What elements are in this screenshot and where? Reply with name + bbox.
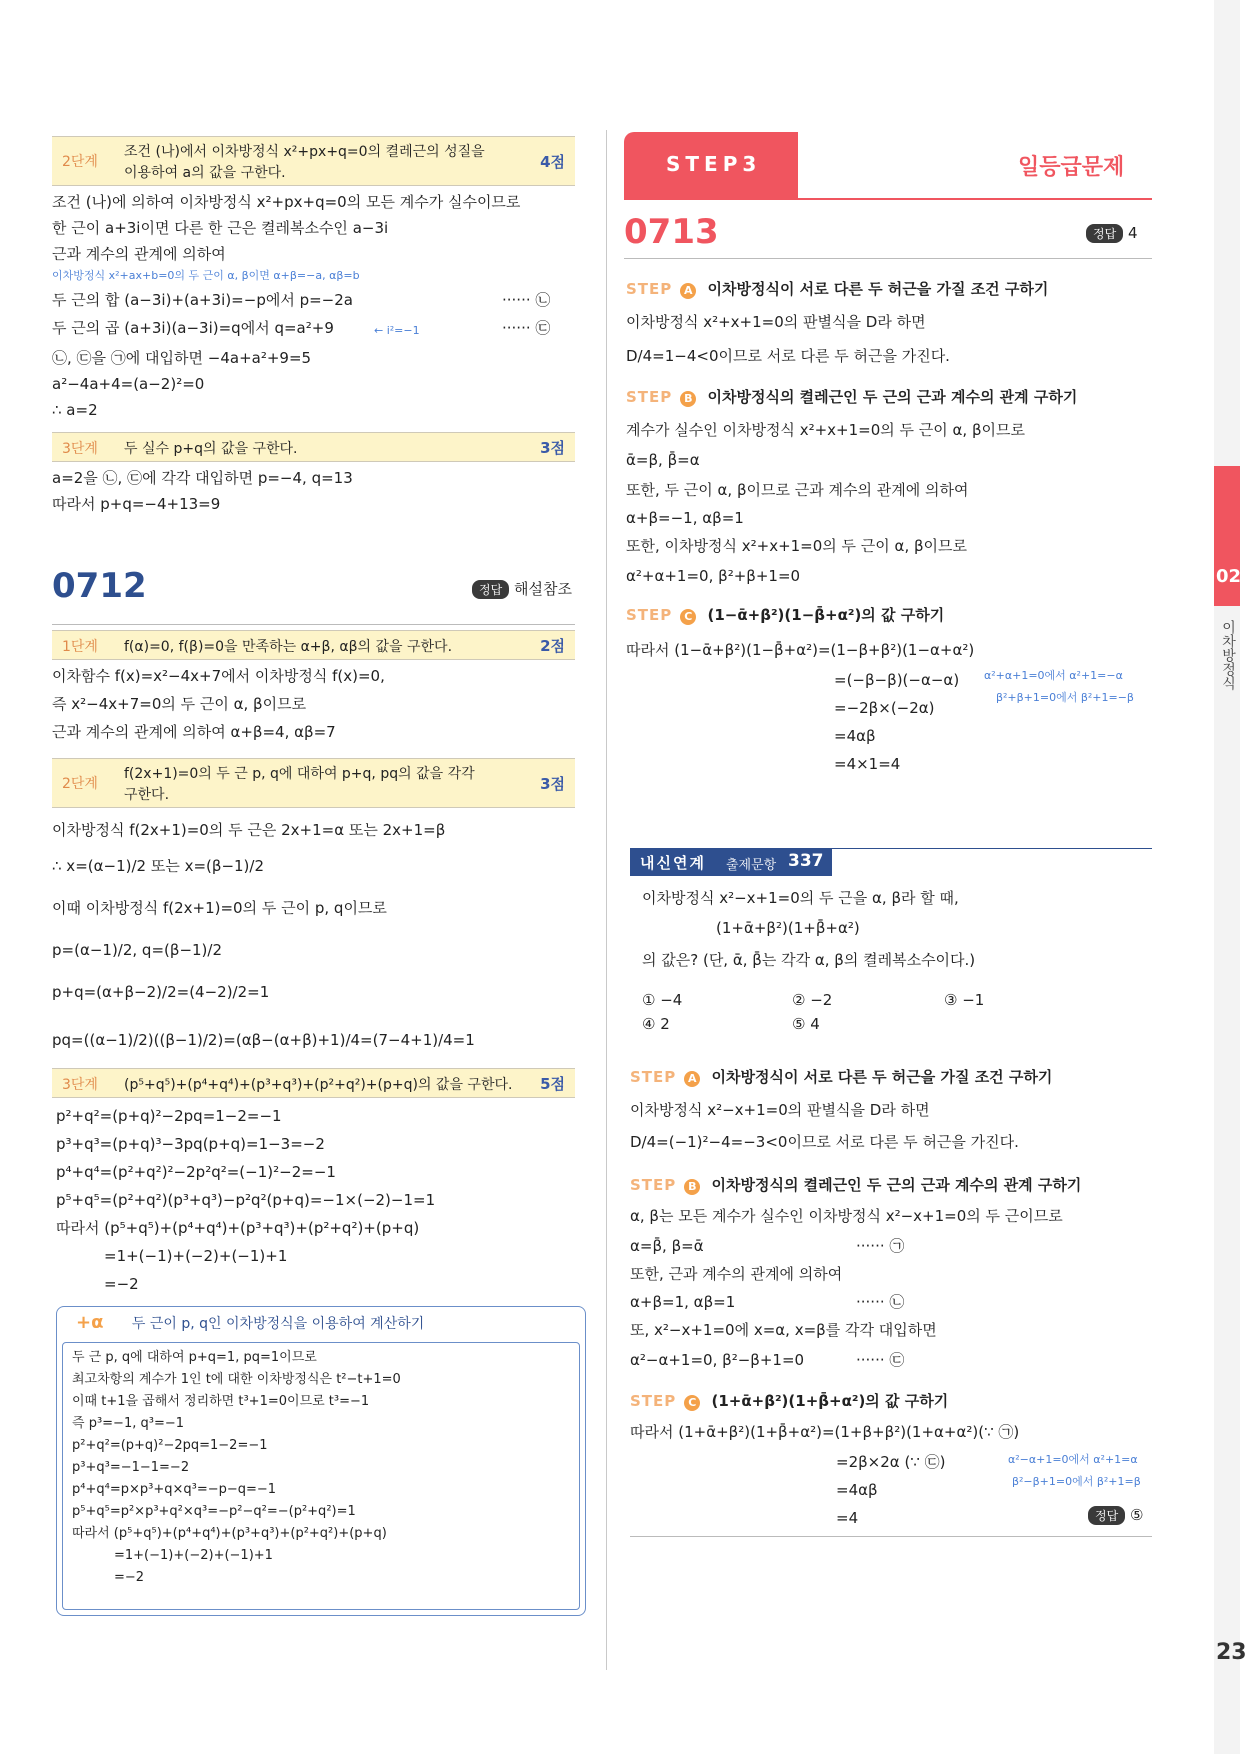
answer-badge: 정답 <box>1086 224 1123 243</box>
step-label: 3단계 <box>62 441 98 457</box>
section-title: 일등급문제 <box>1018 155 1125 180</box>
text-line: 이때 이차방정식 f(2x+1)=0의 두 근이 p, q이므로 <box>52 899 387 917</box>
text-line: 즉 x²−4x+7=0의 두 근이 α, β이므로 <box>52 695 307 713</box>
text-line: 두 근의 합 (a−3i)+(a+3i)=−p에서 p=−2a <box>52 291 353 309</box>
answer-badge: 정답 <box>472 580 509 599</box>
step-label: 2단계 <box>62 776 98 792</box>
text-line: 따라서 p+q=−4+13=9 <box>52 495 221 513</box>
step-a-heading <box>626 278 1048 299</box>
text-line: p²+q²=(p+q)²−2pq=1−2=−1 <box>56 1107 282 1125</box>
step-text: f(α)=0, f(β)=0을 만족하는 α+β, αβ의 값을 구한다. <box>124 639 453 655</box>
answer-badge: 정답 <box>1088 1506 1125 1525</box>
step-letter-icon: C <box>680 609 696 625</box>
step-text: f(2x+1)=0의 두 근 p, q에 대하여 p+q, pq의 값을 각각 <box>124 766 475 782</box>
text-line: α+β=−1, αβ=1 <box>626 509 744 527</box>
step-tag: STEP <box>626 388 673 406</box>
step-letter-icon: A <box>680 283 696 299</box>
step-title: 이차방정식의 켤레근인 두 근의 근과 계수의 관계 구하기 <box>707 388 1078 406</box>
text-line: p⁵+q⁵=(p²+q²)(p³+q³)−p²q²(p+q)=−1×(−2)−1=1 <box>56 1191 436 1209</box>
text-line: =−2 <box>114 1570 145 1585</box>
answer-value: 4 <box>1127 224 1138 242</box>
text-line: p⁵+q⁵=p²×p³+q²×q³=−p²−q²=−(p²+q²)=1 <box>72 1504 356 1519</box>
step-letter-icon: B <box>680 391 696 407</box>
text-line: 또한, 근과 계수의 관계에 의하여 <box>630 1265 843 1283</box>
step1-bar <box>52 630 575 660</box>
step-a-heading <box>630 1066 1052 1087</box>
choice: ③ −1 <box>944 991 985 1009</box>
choice: ⑤ 4 <box>792 1015 820 1033</box>
step-label: 2단계 <box>62 154 98 170</box>
step-letter-icon: B <box>684 1179 700 1195</box>
text-line: 한 근이 a+3i이면 다른 한 근은 켤레복소수인 a−3i <box>52 219 389 237</box>
text-line: a²−4a+4=(a−2)²=0 <box>52 375 205 393</box>
naesin-header <box>630 848 832 876</box>
text-line: ㉡, ㉢을 ㉠에 대입하면 −4a+a²+9=5 <box>52 349 312 367</box>
step2-bar <box>52 758 575 808</box>
hint-note: α²+α+1=0에서 α²+1=−α <box>984 669 1123 682</box>
step-text: 두 실수 p+q의 값을 구한다. <box>124 441 298 457</box>
step-points: 3점 <box>540 439 565 457</box>
hint-note: α²−α+1=0에서 α²+1=α <box>1008 1453 1138 1466</box>
answer-label <box>1088 1506 1143 1525</box>
text-line: =2β×2α (∵ ㉢) <box>836 1453 946 1471</box>
divider <box>630 848 1152 849</box>
text-line: =−2β×(−2α) <box>834 699 935 717</box>
chapter-label: 이차방정식 <box>1220 620 1236 690</box>
text-line: 따라서 (p⁵+q⁵)+(p⁴+q⁴)+(p³+q³)+(p²+q²)+(p+q) <box>56 1219 420 1237</box>
text-line: 두 근의 곱 (a+3i)(a−3i)=q에서 q=a²+9 <box>52 319 334 337</box>
step-tab-label: STEP3 <box>666 152 762 176</box>
answer-value: ⑤ <box>1129 1506 1144 1524</box>
question-line: (1+ᾱ+β²)(1+β̄+α²) <box>716 919 860 937</box>
text-line: p+q=(α+β−2)/2=(4−2)/2=1 <box>52 983 270 1001</box>
step3-bar <box>52 432 575 462</box>
question-line: 의 값은? (단, ᾱ, β̄는 각각 α, β의 켤레복소수이다.) <box>642 951 976 969</box>
step-title: 이차방정식이 서로 다른 두 허근을 가질 조건 구하기 <box>711 1068 1053 1086</box>
text-line: 이차함수 f(x)=x²−4x+7에서 이차방정식 f(x)=0, <box>52 667 385 685</box>
choice: ① −4 <box>642 991 683 1009</box>
divider <box>52 624 575 625</box>
text-line: =−2 <box>104 1275 139 1293</box>
question-line: 이차방정식 x²−x+1=0의 두 근을 α, β라 할 때, <box>642 889 959 907</box>
step-text: 조건 (나)에서 이차방정식 x²+px+q=0의 켤레근의 성질을 <box>124 144 485 160</box>
hint-note: β²−β+1=0에서 β²+1=β <box>1012 1475 1141 1488</box>
problem-number: 0713 <box>624 212 719 252</box>
step-label: 3단계 <box>62 1077 98 1093</box>
text-line: p⁴+q⁴=p×p³+q×q³=−p−q=−1 <box>72 1482 277 1497</box>
naesin-sub: 출제문항 <box>726 858 777 873</box>
equation-mark: ······ ㉡ <box>856 1293 905 1311</box>
step-label: 1단계 <box>62 639 98 655</box>
step-tag: STEP <box>630 1392 677 1410</box>
step-tab <box>624 132 798 198</box>
choice: ④ 2 <box>642 1015 670 1033</box>
text-line: 이차방정식 x²+x+1=0의 판별식을 D라 하면 <box>626 313 926 331</box>
text-line: 따라서 (1+ᾱ+β²)(1+β̄+α²)=(1+β+β²)(1+α+α²)(∵ ㉠) <box>630 1423 1020 1441</box>
step-tag: STEP <box>626 280 673 298</box>
text-line: =1+(−1)+(−2)+(−1)+1 <box>104 1247 288 1265</box>
text-line: p=(α−1)/2, q=(β−1)/2 <box>52 941 223 959</box>
step-b-heading <box>630 1174 1081 1195</box>
text-line: 또, x²−x+1=0에 x=α, x=β를 각각 대입하면 <box>630 1321 937 1339</box>
answer-label <box>472 578 572 599</box>
divider <box>624 198 1152 200</box>
equation-mark: ······ ㉡ <box>502 291 551 309</box>
text-line: α²+α+1=0, β²+β+1=0 <box>626 567 801 585</box>
text-line: α²−α+1=0, β²−β+1=0 <box>630 1351 805 1369</box>
step-text: (p⁵+q⁵)+(p⁴+q⁴)+(p³+q³)+(p²+q²)+(p+q)의 값을 구한다. <box>124 1077 513 1093</box>
step-title: (1−ᾱ+β²)(1−β̄+α²)의 값 구하기 <box>707 606 945 624</box>
equation-mark: ······ ㉢ <box>856 1351 905 1369</box>
step-title: 이차방정식의 켤레근인 두 근의 근과 계수의 관계 구하기 <box>711 1176 1082 1194</box>
step-letter-icon: C <box>684 1395 700 1411</box>
text-line: 두 근 p, q에 대하여 p+q=1, pq=1이므로 <box>72 1350 317 1365</box>
side-strip <box>1214 0 1240 1754</box>
plus-alpha-tag: +α <box>76 1312 104 1333</box>
column-divider <box>606 130 607 1670</box>
text-line: =1+(−1)+(−2)+(−1)+1 <box>114 1548 273 1563</box>
step-title: (1+ᾱ+β²)(1+β̄+α²)의 값 구하기 <box>711 1392 949 1410</box>
text-line: D/4=(−1)²−4=−3<0이므로 서로 다른 두 허근을 가진다. <box>630 1133 1019 1151</box>
plus-alpha-header <box>76 1312 424 1333</box>
divider <box>624 258 1152 259</box>
text-line: 이때 t+1을 곱해서 정리하면 t³+1=0이므로 t³=−1 <box>72 1394 370 1409</box>
hint-note: 이차방정식 x²+ax+b=0의 두 근이 α, β이면 α+β=−a, αβ=b <box>52 269 360 282</box>
text-line: α+β=1, αβ=1 <box>630 1293 736 1311</box>
step3-bar <box>52 1068 575 1098</box>
step-letter-icon: A <box>684 1071 700 1087</box>
hint-note: β²+β+1=0에서 β²+1=−β <box>996 691 1134 704</box>
hint-note: ← i²=−1 <box>374 324 420 337</box>
step-points: 4점 <box>540 153 565 171</box>
text-line: a=2을 ㉡, ㉢에 각각 대입하면 p=−4, q=13 <box>52 469 353 487</box>
naesin-label: 내신연계 <box>640 854 706 872</box>
text-line: 계수가 실수인 이차방정식 x²+x+1=0의 두 근이 α, β이므로 <box>626 421 1025 439</box>
step-points: 5점 <box>540 1075 565 1093</box>
answer-text: 해설참조 <box>513 580 572 598</box>
step-points: 2점 <box>540 637 565 655</box>
step-c-heading <box>630 1390 948 1411</box>
text-line: 조건 (나)에 의하여 이차방정식 x²+px+q=0의 모든 계수가 실수이므로 <box>52 193 521 211</box>
step-text: 이용하여 a의 값을 구한다. <box>124 165 286 181</box>
text-line: 이차방정식 f(2x+1)=0의 두 근은 2x+1=α 또는 2x+1=β <box>52 821 446 839</box>
text-line: =4×1=4 <box>834 755 901 773</box>
answer-label <box>1086 224 1138 243</box>
text-line: ᾱ=β, β̄=α <box>626 451 700 469</box>
text-line: 근과 계수의 관계에 의하여 α+β=4, αβ=7 <box>52 723 336 741</box>
text-line: 따라서 (p⁵+q⁵)+(p⁴+q⁴)+(p³+q³)+(p²+q²)+(p+q) <box>72 1526 387 1541</box>
text-line: ∴ x=(α−1)/2 또는 x=(β−1)/2 <box>52 857 265 875</box>
text-line: =4αβ <box>834 727 876 745</box>
text-line: 또한, 두 근이 α, β이므로 근과 계수의 관계에 의하여 <box>626 481 969 499</box>
text-line: 근과 계수의 관계에 의하여 <box>52 245 226 263</box>
text-line: =4αβ <box>836 1481 878 1499</box>
step-points: 3점 <box>540 775 565 793</box>
choice: ② −2 <box>792 991 833 1009</box>
text-line: D/4=1−4<0이므로 서로 다른 두 허근을 가진다. <box>626 347 950 365</box>
text-line: pq=((α−1)/2)((β−1)/2)=(αβ−(α+β)+1)/4=(7−4+1)/4=1 <box>52 1031 475 1049</box>
text-line: p²+q²=(p+q)²−2pq=1−2=−1 <box>72 1438 268 1453</box>
problem-number: 0712 <box>52 566 147 606</box>
step-tag: STEP <box>630 1068 677 1086</box>
text-line: α=β̄, β=ᾱ <box>630 1237 704 1255</box>
text-line: p³+q³=(p+q)³−3pq(p+q)=1−3=−2 <box>56 1135 325 1153</box>
text-line: α, β는 모든 계수가 실수인 이차방정식 x²−x+1=0의 두 근이므로 <box>630 1207 1063 1225</box>
step-tag: STEP <box>630 1176 677 1194</box>
text-line: 최고차항의 계수가 1인 t에 대한 이차방정식은 t²−t+1=0 <box>72 1372 401 1387</box>
plus-alpha-title: 두 근이 p, q인 이차방정식을 이용하여 계산하기 <box>131 1316 425 1332</box>
naesin-num: 337 <box>788 851 824 871</box>
step-c-heading <box>626 604 944 625</box>
text-line: =4 <box>836 1509 859 1527</box>
equation-mark: ······ ㉢ <box>502 319 551 337</box>
step2-bar <box>52 136 575 186</box>
page-number: 23 <box>1216 1640 1247 1665</box>
text-line: =(−β−β)(−α−α) <box>834 671 960 689</box>
chapter-tab <box>1214 466 1240 606</box>
text-line: 또한, 이차방정식 x²+x+1=0의 두 근이 α, β이므로 <box>626 537 968 555</box>
text-line: ∴ a=2 <box>52 401 98 419</box>
text-line: p³+q³=−1−1=−2 <box>72 1460 190 1475</box>
text-line: 이차방정식 x²−x+1=0의 판별식을 D라 하면 <box>630 1101 930 1119</box>
text-line: p⁴+q⁴=(p²+q²)²−2p²q²=(−1)²−2=−1 <box>56 1163 336 1181</box>
step-b-heading <box>626 386 1077 407</box>
step-text: 구한다. <box>124 787 170 803</box>
text-line: 즉 p³=−1, q³=−1 <box>72 1416 184 1431</box>
step-title: 이차방정식이 서로 다른 두 허근을 가질 조건 구하기 <box>707 280 1049 298</box>
chapter-number: 02 <box>1216 566 1242 587</box>
step-tag: STEP <box>626 606 673 624</box>
divider <box>630 1536 1152 1537</box>
equation-mark: ······ ㉠ <box>856 1237 905 1255</box>
text-line: 따라서 (1−ᾱ+β²)(1−β̄+α²)=(1−β+β²)(1−α+α²) <box>626 641 975 659</box>
